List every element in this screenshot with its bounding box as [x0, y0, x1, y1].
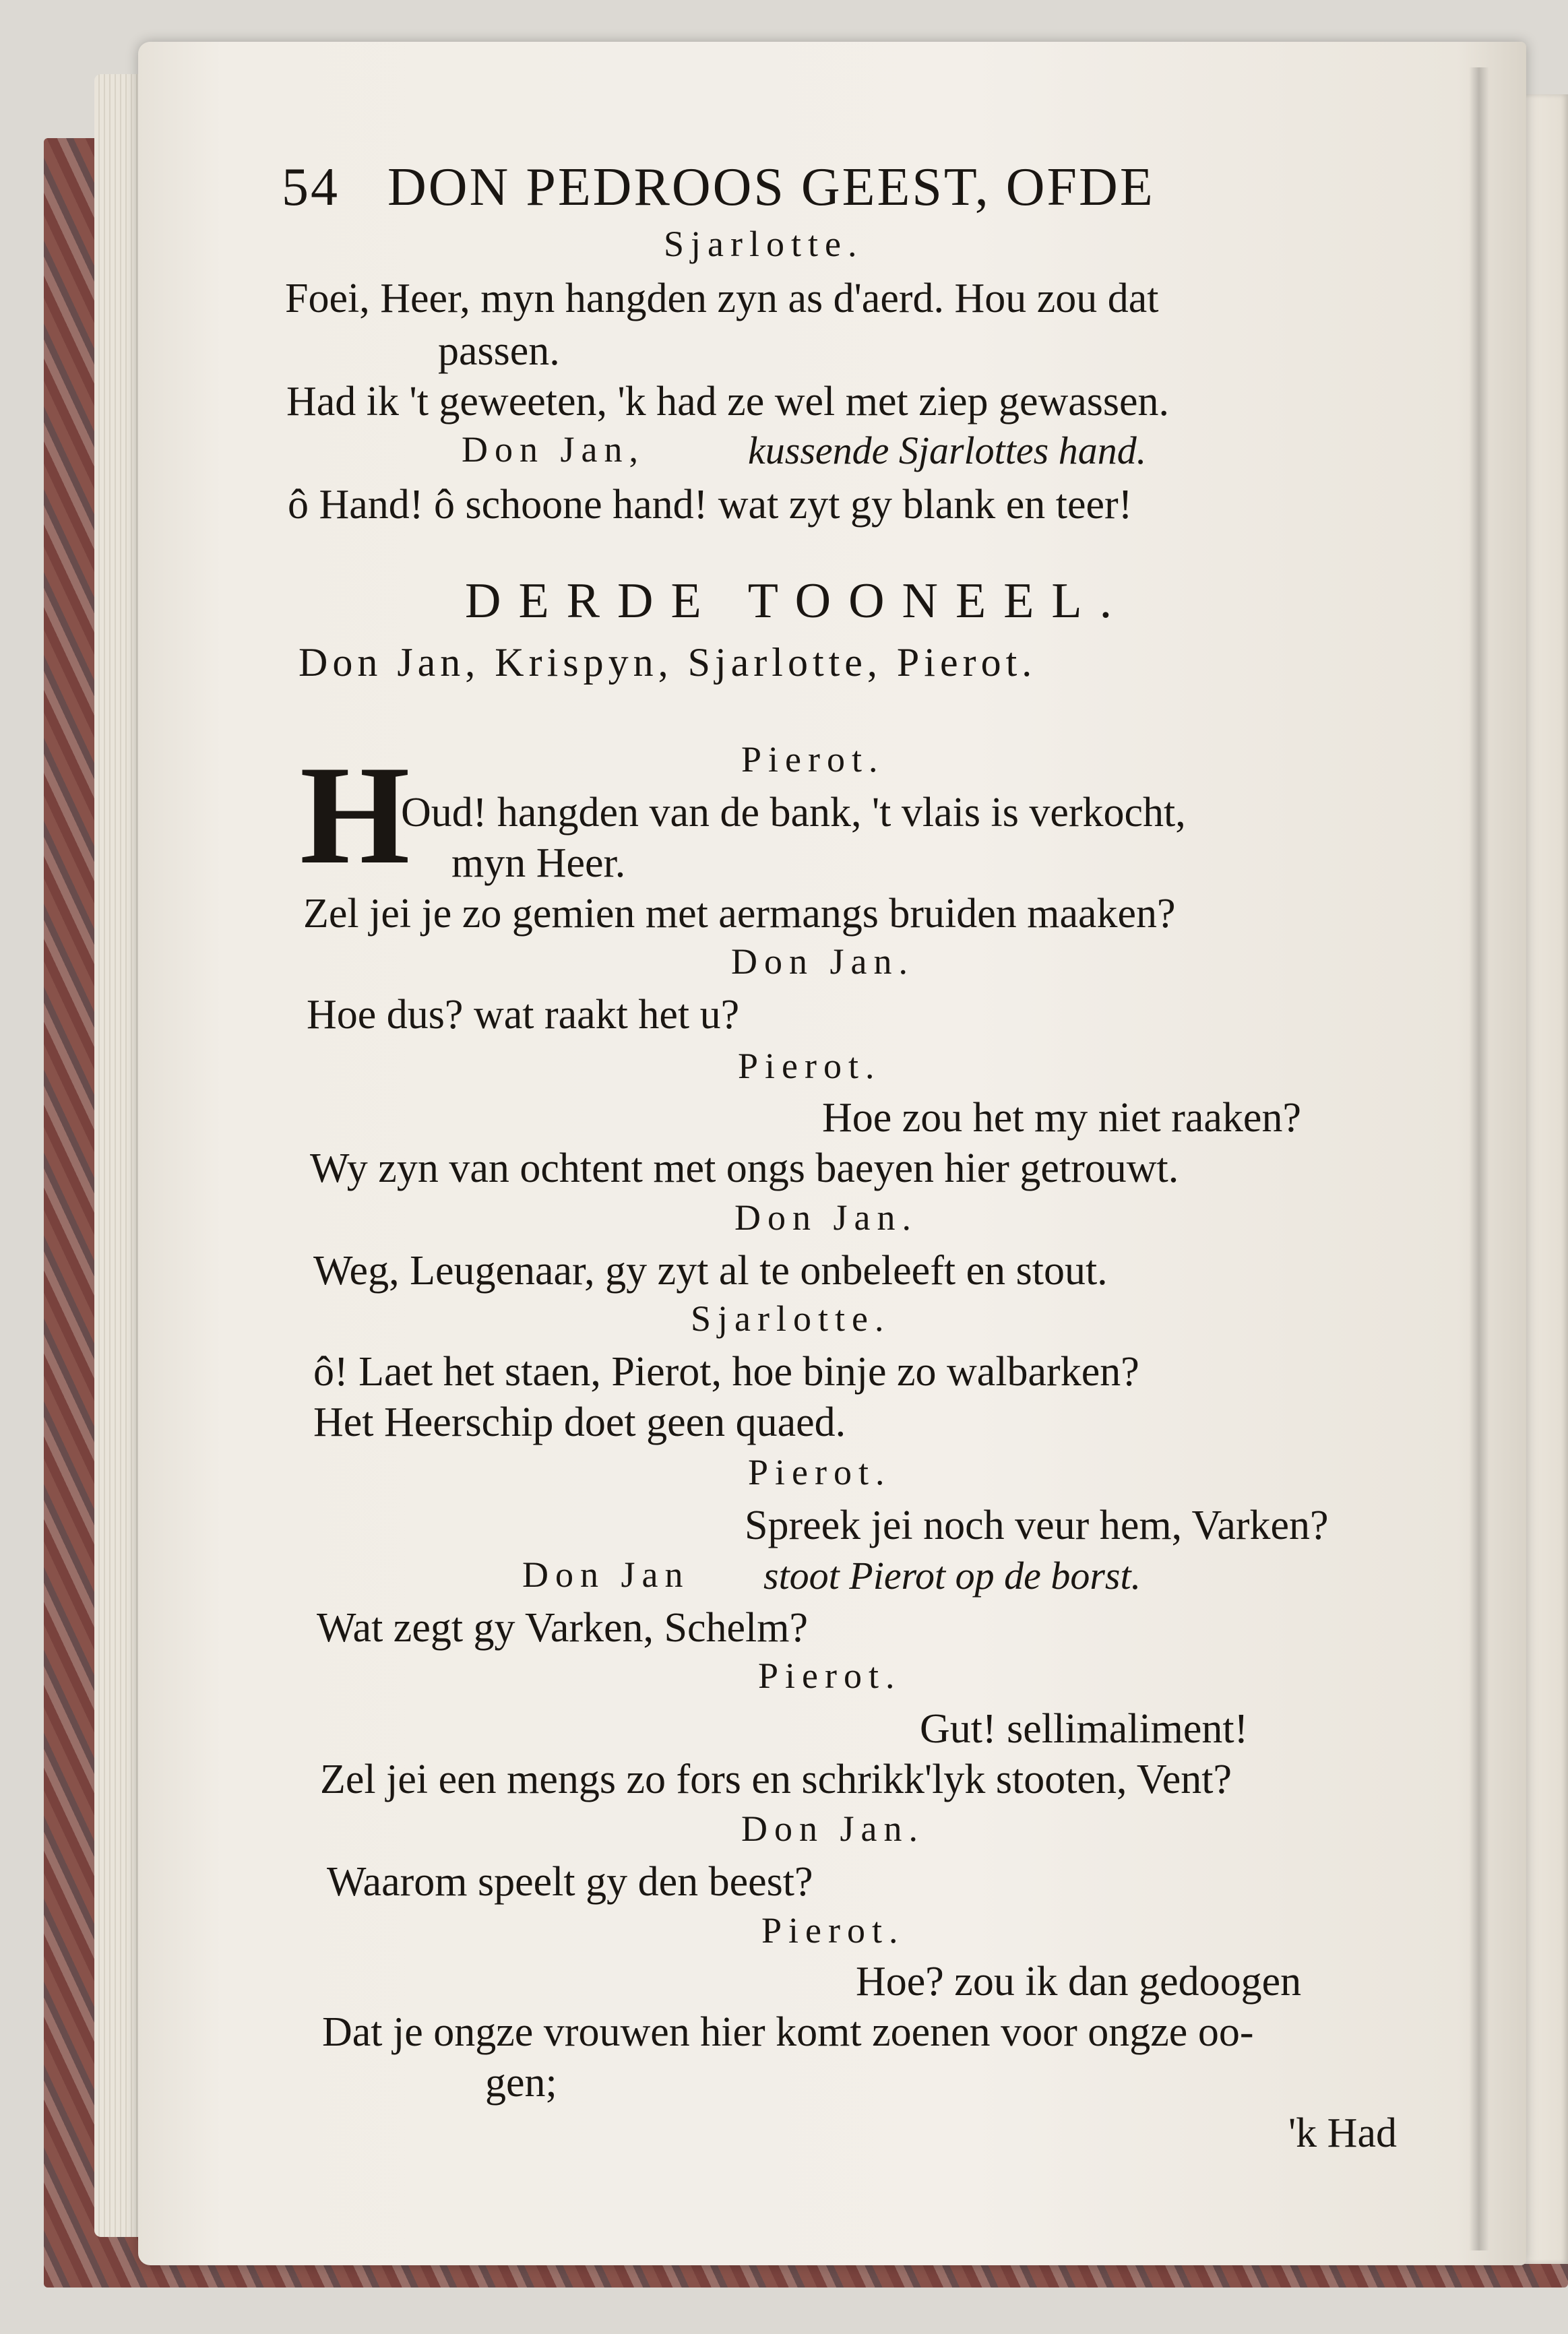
- speaker-name: Sjarlotte.: [691, 1298, 891, 1339]
- running-header: DON PEDROOS GEEST, OFDE: [387, 158, 1155, 217]
- verse-line: Hoe zou het my niet raaken?: [822, 1095, 1301, 1141]
- speaker-name: Don Jan: [522, 1554, 690, 1595]
- speaker-name: Pierot.: [738, 1046, 881, 1086]
- speaker-name: Don Jan,: [462, 429, 645, 470]
- stage-direction: stoot Pierot op de borst.: [763, 1554, 1141, 1598]
- verse-line: Zel jei een mengs zo fors en schrikk'lyk stooten, Vent?: [320, 1757, 1232, 1802]
- page-number: 54: [282, 158, 340, 217]
- speaker-name: Pierot.: [748, 1452, 891, 1492]
- verse-line: Wat zegt gy Varken, Schelm?: [317, 1605, 809, 1651]
- speaker-name: Pierot.: [741, 739, 885, 780]
- verse-line: Spreek jei noch veur hem, Varken?: [745, 1503, 1329, 1548]
- catchword: 'k Had: [1288, 2110, 1397, 2156]
- verse-line: Waarom speelt gy den beest?: [327, 1859, 813, 1905]
- verse-line: Foei, Heer, myn hangden zyn as d'aerd. Hou zou dat: [285, 276, 1159, 321]
- speaker-name: Don Jan.: [734, 1197, 918, 1238]
- verse-line: Dat je ongze vrouwen hier komt zoenen voor ongze oo-: [322, 2009, 1254, 2055]
- verse-line: Had ik 't geweeten, 'k had ze wel met ziep gewassen.: [286, 379, 1170, 424]
- verse-line: passen.: [438, 328, 560, 374]
- verse-line: ô! Laet het staen, Pierot, hoe binje zo walbarken?: [313, 1349, 1139, 1395]
- verse-line: Het Heerschip doet geen quaed.: [313, 1399, 846, 1445]
- stage-direction: kussende Sjarlottes hand.: [748, 429, 1147, 472]
- scene-title: DERDE TOONEEL.: [465, 573, 1130, 629]
- verse-line: Weg, Leugenaar, gy zyt al te onbeleeft en stout.: [313, 1248, 1108, 1294]
- speaker-name: Pierot.: [758, 1655, 902, 1696]
- verse-line: Gut! sellimaliment!: [920, 1706, 1249, 1752]
- speaker-name: Don Jan.: [731, 941, 914, 982]
- cast-list: Don Jan, Krispyn, Sjarlotte, Pierot.: [299, 640, 1037, 685]
- speaker-name: Sjarlotte.: [664, 224, 864, 264]
- drop-capital: H: [300, 737, 410, 893]
- verse-line: gen;: [485, 2060, 557, 2106]
- spine-shadow: [1469, 67, 1489, 2250]
- verse-line: ô Hand! ô schoone hand! wat zyt gy blank en teer!: [288, 482, 1133, 528]
- verse-line: Wy zyn van ochtent met ongs baeyen hier getrouwt.: [310, 1145, 1179, 1191]
- verse-line: Zel jei je zo gemien met aermangs bruiden maaken?: [303, 891, 1176, 937]
- verse-line: myn Heer.: [451, 840, 626, 886]
- verse-line: Oud! hangden van de bank, 't vlais is verkocht,: [401, 790, 1186, 835]
- verse-line: Hoe? zou ik dan gedoogen: [856, 1959, 1302, 2005]
- speaker-name: Don Jan.: [741, 1808, 924, 1849]
- speaker-name: Pierot.: [761, 1910, 905, 1951]
- verse-line: Hoe dus? wat raakt het u?: [307, 992, 740, 1038]
